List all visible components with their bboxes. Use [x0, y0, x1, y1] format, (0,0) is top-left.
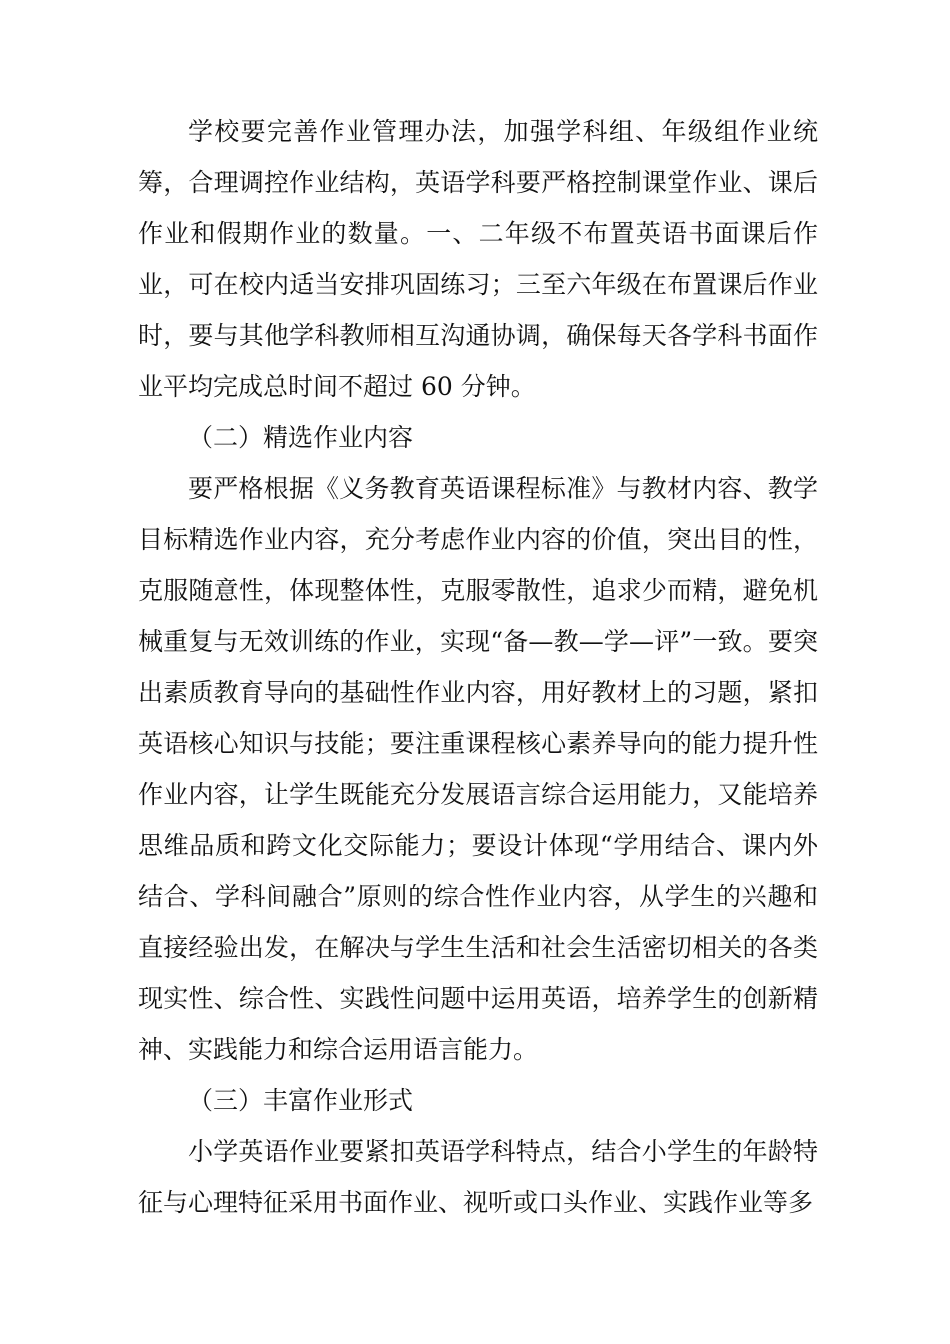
paragraph-enrich-forms: 小学英语作业要紧扣英语学科特点，结合小学生的年龄特征与心理特征采用书面作业、视听或口头作业、实践作业等多: [138, 1137, 818, 1217]
section-heading-enrich-forms: （三）丰富作业形式: [188, 1086, 414, 1115]
paragraph-select-content: 要严格根据《义务教育英语课程标准》与教材内容、教学目标精选作业内容，充分考虑作业内容的价值，突出目的性，克服随意性，体现整体性，克服零散性，追求少而精，避免机械重复与无效训练的作业，实现“备—教—学—评”一致。要突出素质教育导向的基础性作业内容，用好教材上的习题，紧扣英语核心知识与技能；要注重课程核心素养导向的能力提升性作业内容，让学生既能充分发展语言综合运用能力，又能培养思维品质和跨文化交际能力；要设计体现“学用结合、课内外结合、学科间融合”原则的综合性作业内容，从学生的兴趣和直接经验出发，在解决与学生生活和社会生活密切相关的各类现实性、综合性、实践性问题中运用英语，培养学生的创新精神、实践能力和综合运用语言能力。: [138, 474, 818, 1064]
section-heading-select-content: （二）精选作业内容: [188, 423, 414, 452]
paragraph-workload-control: 学校要完善作业管理办法，加强学科组、年级组作业统筹，合理调控作业结构，英语学科要严格控制课堂作业、课后作业和假期作业的数量。一、二年级不布置英语书面课后作业，可在校内适当安排巩固练习；三至六年级在布置课后作业时，要与其他学科教师相互沟通协调，确保每天各学科书面作业平均完成总时间不超过 60 分钟。: [138, 117, 818, 401]
document-body: [138, 106, 818, 1228]
